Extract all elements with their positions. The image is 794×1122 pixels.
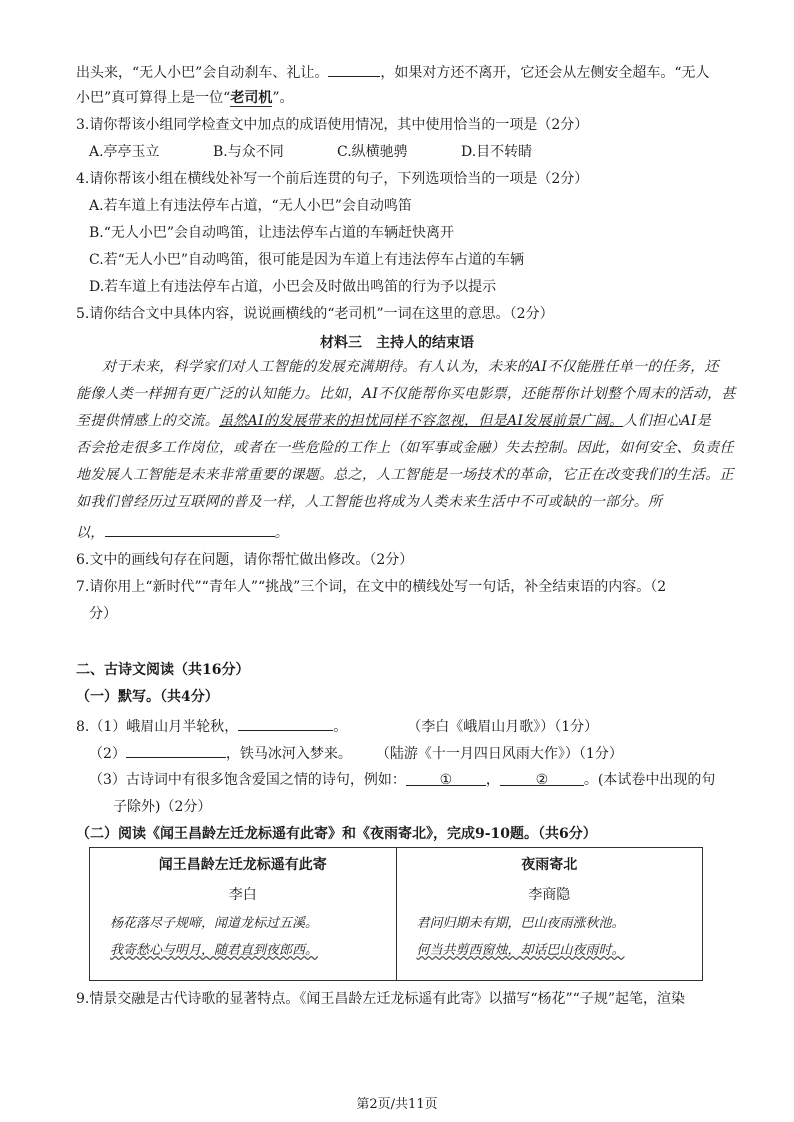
poem-cell: [396, 848, 703, 981]
answer-blank[interactable]: [328, 62, 380, 77]
material-3-line: 如我们曾经历过互联网的普及一样，人工智能也将成为人类未来生活中不可或缺的一部分。所: [76, 494, 663, 510]
answer-blank[interactable]: [126, 743, 226, 758]
option-a[interactable]: A.若车道上有违法停车占道，“无人小巴”会自动鸣笛: [89, 198, 412, 214]
material-3-line: 地发展人工智能是未来非常重要的课题。总之，人工智能是一场技术的革命，它正在改变我们的生活。正: [76, 467, 734, 483]
underlined-sentence: 虽然AI的发展带来的担忧同样不容忽视，但是AI发展前景广阔。: [219, 413, 624, 429]
poem-title: 闻王昌龄左迁龙标遥有此寄: [158, 857, 327, 873]
poem-author: 李商隐: [528, 887, 571, 903]
passage-text: 。: [274, 525, 289, 541]
question-text: （2）: [89, 746, 126, 762]
passage-line: [76, 89, 294, 107]
question-8-item-3-cont: 子除外)（2分）: [113, 799, 212, 815]
passage-line: [76, 62, 709, 82]
passage-text: 出头来，“无人小巴”会自动刹车、礼让。: [76, 65, 329, 81]
question-5-stem: 5.请你结合文中具体内容，说说画横线的“老司机”一词在这里的意思。（2分）: [76, 306, 554, 322]
passage-text: 以，: [76, 525, 105, 541]
section-2-title: 二、古诗文阅读（共16分）: [76, 662, 250, 678]
passage-text: 至提供情感上的交流。: [76, 413, 219, 429]
poem-title: 夜雨寄北: [521, 857, 578, 873]
poem-line: 君问归期未有期，巴山夜雨涨秋池。: [416, 916, 625, 931]
section-2-part-1: （一）默写。（共4分）: [76, 689, 219, 705]
option-b[interactable]: B.与众不同: [213, 144, 284, 160]
question-text: ，: [485, 772, 500, 788]
poem-line: 杨花落尽子规啼，闻道龙标过五溪。: [110, 916, 319, 931]
poem-line-underlined: 我寄愁心与明月，随君直到夜郎西。: [110, 943, 319, 958]
poem-cell: [90, 848, 397, 981]
material-3-line: [76, 522, 289, 542]
question-8-item-1: [76, 716, 598, 736]
emphasized-term: 老司机: [230, 90, 273, 106]
question-text: 。: [333, 719, 348, 735]
question-4-stem: 4.请你帮该小组在横线处补写一个前后连贯的句子，下列选项恰当的一项是（2分）: [76, 171, 589, 187]
passage-text: 人们担心AI是: [623, 413, 712, 429]
question-3-options: [89, 143, 532, 161]
question-text: 。(本试卷中出现的句: [583, 772, 716, 788]
question-7-stem: 7.请你用上“新时代”“青年人”“挑战”三个词，在文中的横线处写一句话，补全结束语的内容。（2: [76, 579, 667, 595]
answer-blank[interactable]: [105, 522, 275, 537]
answer-blank[interactable]: [238, 716, 333, 731]
question-8-item-3: [89, 771, 715, 789]
question-text: （3）古诗词中有很多饱含爱国之情的诗句，例如：: [89, 772, 406, 788]
passage-text: 小巴”真可算得上是一位“: [76, 90, 231, 106]
question-text: 8.（1）峨眉山月半轮秋，: [76, 719, 239, 735]
material-3-line: [76, 412, 711, 430]
poems-table: [89, 847, 703, 981]
poem-author: 李白: [228, 887, 257, 903]
option-d[interactable]: D.目不转睛: [461, 144, 533, 160]
option-c[interactable]: C.若“无人小巴”自动鸣笛，很可能是因为车道上有违法停车占道的车辆: [89, 252, 524, 268]
material-3-title: 材料三 主持人的结束语: [320, 335, 474, 351]
section-2-part-2: （二）阅读《闻王昌龄左迁龙标遥有此寄》和《夜雨寄北》，完成9-10题。（共6分）: [76, 826, 597, 842]
question-9-stem: 9.情景交融是古代诗歌的显著特点。《闻王昌龄左迁龙标遥有此寄》以描写“杨花”“子规”起笔，渲染: [76, 991, 685, 1007]
option-d[interactable]: D.若车道上有违法停车占道，小巴会及时做出鸣笛的行为予以提示: [89, 279, 497, 295]
poem-line-underlined: 何当共剪西窗烛，却话巴山夜雨时。: [416, 943, 625, 958]
question-text: ，铁马冰河入梦来。: [225, 746, 352, 762]
blank-marker: ②: [535, 772, 549, 788]
passage-text: ”。: [272, 90, 294, 106]
material-3-line: 否会抢走很多工作岗位，或者在一些危险的工作上（如军事或金融）失去控制。因此，如何安全、负责任: [76, 440, 734, 456]
question-6-stem: 6.文中的画线句存在问题，请你帮忙做出修改。（2分）: [76, 552, 414, 568]
option-b[interactable]: B.“无人小巴”会自动鸣笛，让违法停车占道的车辆赶快离开: [89, 225, 455, 241]
material-3-line: 能像人类一样拥有更广泛的认知能力。比如，AI不仅能帮你买电影票，还能帮你计划整个周末的活动，甚: [76, 386, 736, 402]
answer-blank-2[interactable]: [500, 771, 584, 786]
question-7-stem-cont: 分）: [89, 606, 117, 622]
option-c[interactable]: C.纵横驰骋: [337, 144, 408, 160]
page-number: 第2页/共11页: [356, 1097, 438, 1112]
option-a[interactable]: A.亭亭玉立: [89, 144, 160, 160]
answer-blank-1[interactable]: [406, 771, 486, 786]
material-3-line: 对于未来，科学家们对人工智能的发展充满期待。有人认为，未来的AI不仅能胜任单一的任务，还: [102, 359, 719, 375]
question-8-item-2: [89, 743, 623, 763]
source-note: （李白《峨眉山月歌》）（1分）: [407, 719, 599, 735]
question-3-stem: 3.请你帮该小组同学检查文中加点的成语使用情况，其中使用恰当的一项是（2分）: [76, 117, 589, 133]
blank-marker: ①: [439, 772, 453, 788]
passage-text: ，如果对方还不离开，它还会从左侧安全超车。“无人: [380, 65, 710, 81]
source-note: （陆游《十一月四日风雨大作》）（1分）: [375, 746, 623, 762]
